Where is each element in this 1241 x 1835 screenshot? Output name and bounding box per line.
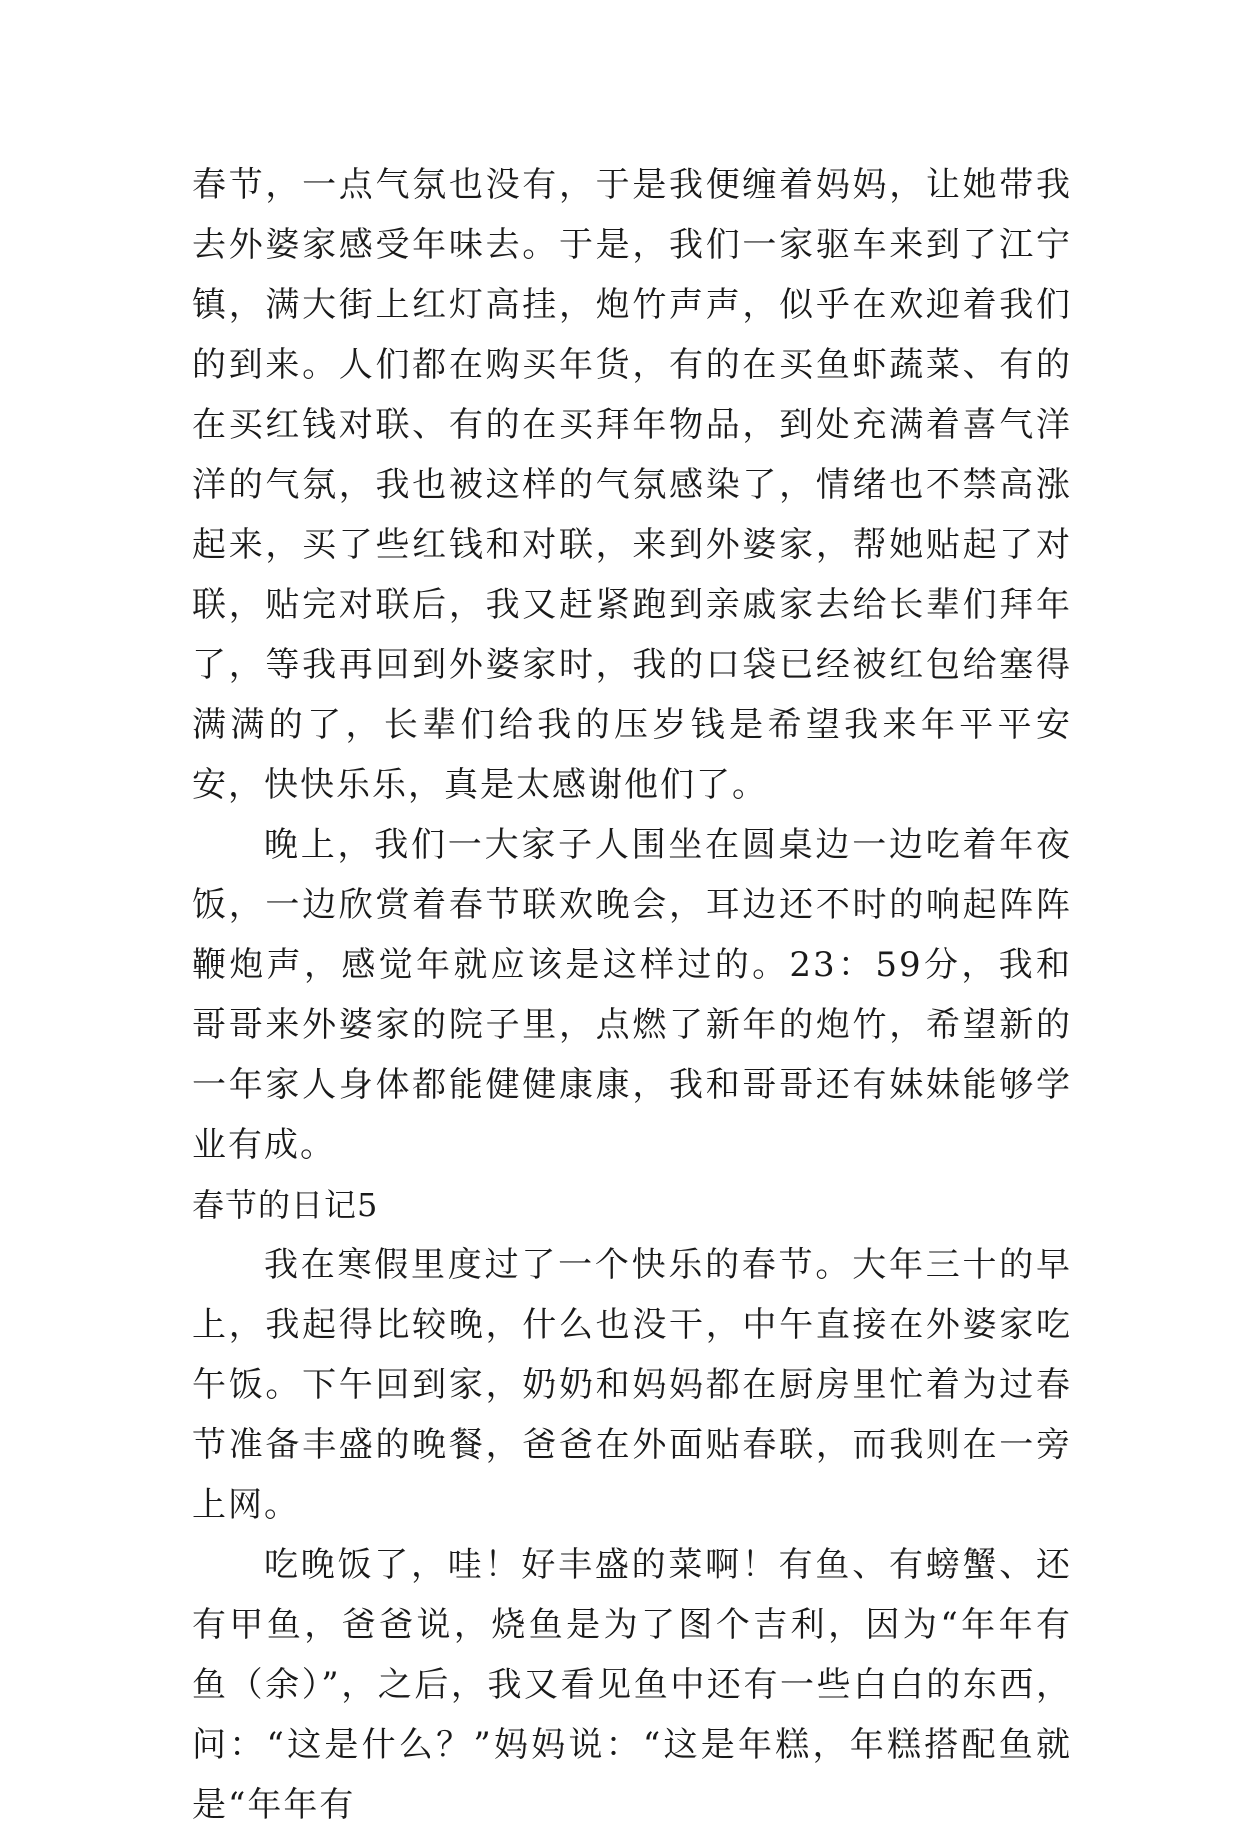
document-body xyxy=(192,155,1072,1835)
paragraph-1: 春节，一点气氛也没有，于是我便缠着妈妈，让她带我去外婆家感受年味去。于是，我们一家驱车来到了江宁镇，满大街上红灯高挂，炮竹声声，似乎在欢迎着我们的到来。人们都在购买年货，有的在买鱼虾蔬菜、有的在买红钱对联、有的在买拜年物品，到处充满着喜气洋洋的气氛，我也被这样的气氛感染了，情绪也不禁高涨起来，买了些红钱和对联，来到外婆家，帮她贴起了对联，贴完对联后，我又赶紧跑到亲戚家去给长辈们拜年了，等我再回到外婆家时，我的口袋已经被红包给塞得满满的了，长辈们给我的压岁钱是希望我来年平平安安，快快乐乐，真是太感谢他们了。 xyxy=(192,165,1072,805)
paragraph-2: 晚上，我们一大家子人围坐在圆桌边一边吃着年夜饭，一边欣赏着春节联欢晚会，耳边还不时的响起阵阵鞭炮声，感觉年就应该是这样过的。23：59分，我和哥哥来外婆家的院子里，点燃了新年的炮竹，希望新的一年家人身体都能健健康康，我和哥哥还有妹妹能够学业有成。 xyxy=(192,825,1072,1165)
paragraph-4: 吃晚饭了，哇！好丰盛的菜啊！有鱼、有螃蟹、还有甲鱼，爸爸说，烧鱼是为了图个吉利，因为“年年有鱼（余）”，之后，我又看见鱼中还有一些白白的东西，问：“这是什么？”妈妈说：“这是年糕，年糕搭配鱼就是“年年有 xyxy=(192,1545,1072,1825)
paragraph-3: 我在寒假里度过了一个快乐的春节。大年三十的早上，我起得比较晚，什么也没干，中午直接在外婆家吃午饭。下午回到家，奶奶和妈妈都在厨房里忙着为过春节准备丰盛的晚餐，爸爸在外面贴春联，而我则在一旁上网。 xyxy=(192,1245,1072,1525)
section-heading: 春节的日记5 xyxy=(192,1186,379,1224)
